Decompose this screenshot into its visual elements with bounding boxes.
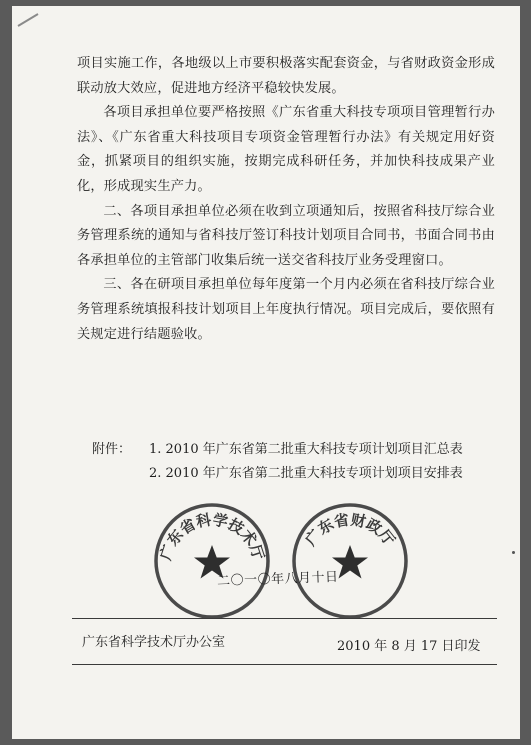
attachment-item: 2. 2010 年广东省第二批重大科技专项计划项目安排表: [149, 466, 463, 481]
footer-print-date: 2010 年 8 月 17 日印发: [337, 639, 481, 654]
footer-divider-bottom: [72, 664, 497, 665]
footer-issuer: 广东省科学技术厅办公室: [82, 635, 226, 650]
seals: [152, 501, 422, 621]
paragraph-intro: 项目实施工作，各地级以上市要积极落实配套资金，与省财政资金形成联动放大效应，促进地方经济平稳较快发展。: [77, 56, 495, 96]
paragraph-annual-report: 三、各在研项目承担单位每年度第一个月内必须在省科技厅综合业务管理系统填报科技计划项目上年度执行情况。项目完成后，要依照有关规定进行结题验收。: [77, 277, 495, 342]
signature-date: 二〇一〇年八月十日: [216, 569, 339, 590]
document-page: [12, 6, 520, 739]
body-text: [77, 52, 495, 347]
seal-text: 广东省财政厅: [301, 510, 399, 550]
scan-speck: [512, 551, 515, 554]
attachment-row: [92, 462, 502, 486]
seal-science-department: [152, 501, 272, 621]
corner-mark: [16, 10, 56, 30]
footer-divider-top: [72, 618, 497, 619]
attachments-label: 附件：: [92, 442, 132, 457]
paragraph-funding-rules: 各项目承担单位要严格按照《广东省重大科技专项项目管理暂行办法》、《广东省重大科技项目专项资金管理暂行办法》有关规定用好资金，抓紧项目的组织实施，按期完成科研任务，并加快科技成果产业化，形成现实生产力。: [77, 105, 495, 194]
seal-text: 广东省科学技术厅: [156, 510, 268, 563]
attachments: [92, 438, 502, 486]
seal-finance-department: [290, 501, 410, 621]
attachment-row: [92, 438, 502, 462]
attachment-item: 1. 2010 年广东省第二批重大科技专项计划项目汇总表: [149, 442, 463, 457]
paragraph-contract: 二、各项目承担单位必须在收到立项通知后，按照省科技厅综合业务管理系统的通知与省科技厅签订科技计划项目合同书，书面合同书由各承担单位的主管部门收集后统一送交省科技厅业务受理窗口。: [77, 203, 495, 268]
